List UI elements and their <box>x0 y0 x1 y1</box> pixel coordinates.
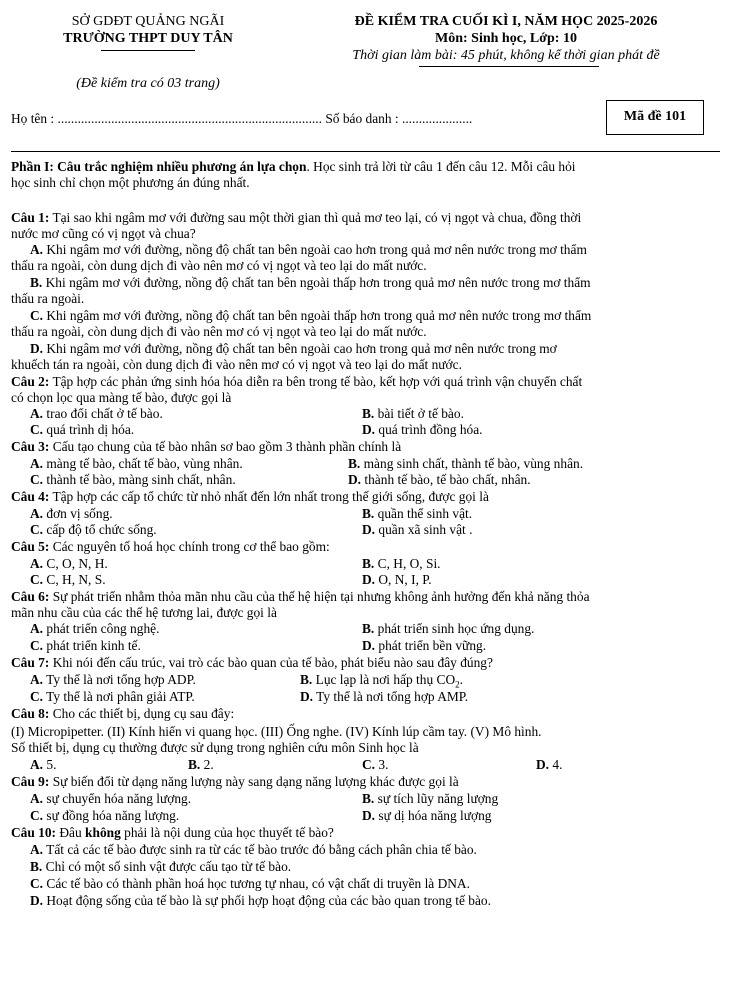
q3-option-b[interactable]: B. màng sinh chất, thành tế bào, vùng nhân. <box>348 456 584 471</box>
q8-stem: Câu 8: Cho các thiết bị, dụng cụ sau đây: <box>11 706 235 721</box>
q7-option-b[interactable]: B. Lục lạp là nơi hấp thụ $CO_2$. <box>300 672 463 690</box>
name-field[interactable]: ............................................................................... <box>57 111 322 126</box>
q5-option-d[interactable]: D. O, N, I, P. <box>362 572 432 587</box>
q9-option-c[interactable]: C. sự đồng hóa năng lượng. <box>30 808 180 823</box>
q5-label: Câu 5: <box>11 539 50 554</box>
q10-option-b[interactable]: B. Chỉ có một số sinh vật được cấu tạo từ tế bào. <box>30 859 292 874</box>
q6-stem-2: mãn nhu cầu của các thế hệ tương lai, được gọi là <box>11 605 277 620</box>
q4-stem: Câu 4: Tập hợp các cấp tổ chức từ nhỏ nhất đến lớn nhất trong thế giới sống, được gọi là <box>11 489 489 504</box>
q3-label: Câu 3: <box>11 439 50 454</box>
q1-stem-2: nước mơ cũng có vị ngọt và chua? <box>11 226 196 241</box>
q2-option-c[interactable]: C. quá trình dị hóa. <box>30 422 135 437</box>
q5-stem: Câu 5: Các nguyên tố hoá học chính trong cơ thể bao gồm: <box>11 539 330 554</box>
q10-option-d[interactable]: D. Hoạt động sống của tế bào là sự phối hợp hoạt động của các bào quan trong tế bào. <box>30 893 491 908</box>
q2-option-d[interactable]: D. quá trình đồng hóa. <box>362 422 483 437</box>
q7-option-c[interactable]: C. Ty thể là nơi phân giải ATP. <box>30 689 195 704</box>
q10-option-a[interactable]: A. Tất cả các tế bào được sinh ra từ các tế bào trước đó bằng cách phân chia tế bào. <box>30 842 477 857</box>
q8-stem-2: Số thiết bị, dụng cụ thường được sử dụng trong nghiên cứu môn Sinh học là <box>11 740 419 755</box>
q8-label: Câu 8: <box>11 706 50 721</box>
q7-option-a[interactable]: A. Ty thể là nơi tổng hợp ADP. <box>30 672 196 687</box>
q2-stem-1: Câu 2: Tập hợp các phản ứng sinh hóa hóa diễn ra bên trong tế bào, kết hợp với quá trình vận chuyển chất <box>11 374 583 389</box>
q1-option-b[interactable]: B. Khi ngâm mơ với đường, nồng độ chất tan bên ngoài thấp hơn trong quả mơ nên nước trong mơ thẩm <box>30 275 591 290</box>
q4-label: Câu 4: <box>11 489 50 504</box>
q1-stem-1: Câu 1: Tại sao khi ngâm mơ với đường sau một thời gian thì quả mơ teo lại, có vị ngọt và chua, đồng thời <box>11 210 582 225</box>
header-divider <box>11 151 720 152</box>
sbd-label: Số báo danh : <box>325 111 399 126</box>
q3-option-d[interactable]: D. thành tế bào, tế bào chất, nhân. <box>348 472 531 487</box>
q2-option-a[interactable]: A. trao đổi chất ở tế bào. <box>30 406 163 421</box>
q1-label: Câu 1: <box>11 210 50 225</box>
q4-option-c[interactable]: C. cấp độ tổ chức sống. <box>30 522 157 537</box>
q6-option-b[interactable]: B. phát triển sinh học ứng dụng. <box>362 621 535 636</box>
q8-option-d[interactable]: D. 4. <box>536 757 563 772</box>
q1-option-d[interactable]: D. Khi ngâm mơ với đường, nồng độ chất tan bên ngoài cao hơn trong quả mơ nên nước trong mơ <box>30 341 557 356</box>
q9-option-a[interactable]: A. sự chuyển hóa năng lượng. <box>30 791 192 806</box>
exam-title: ĐỀ KIỂM TRA CUỐI KÌ I, NĂM HỌC 2025-2026 <box>354 14 658 29</box>
q5-option-b[interactable]: B. C, H, O, Si. <box>362 556 441 571</box>
q4-option-a[interactable]: A. đơn vị sống. <box>30 506 113 521</box>
q1-option-a-cont: thấu ra ngoài, còn dung dịch đi vào nên mơ có vị ngọt và teo lại do mất nước. <box>11 258 427 273</box>
q5-option-c[interactable]: C. C, H, N, S. <box>30 572 106 587</box>
q2-option-b[interactable]: B. bài tiết ở tế bào. <box>362 406 464 421</box>
exam-subject: Môn: Sinh học, Lớp: 10 <box>435 31 577 46</box>
q5-option-a[interactable]: A. C, O, N, H. <box>30 556 108 571</box>
q3-stem: Câu 3: Cấu tạo chung của tế bào nhân sơ bao gồm 3 thành phần chính là <box>11 439 402 454</box>
q9-option-d[interactable]: D. sự dị hóa năng lượng <box>362 808 492 823</box>
school-underline <box>101 50 195 51</box>
q7-label: Câu 7: <box>11 655 50 670</box>
q3-option-c[interactable]: C. thành tế bào, màng sinh chất, nhân. <box>30 472 236 487</box>
exam-code-box <box>606 100 704 135</box>
q1-option-c[interactable]: C. Khi ngâm mơ với đường, nồng độ chất tan bên ngoài thấp hơn trong quả mơ nên nước trong mơ thẩm <box>30 308 592 323</box>
name-label: Họ tên : <box>11 111 55 126</box>
q3-option-a[interactable]: A. màng tế bào, chất tế bào, vùng nhân. <box>30 456 243 471</box>
time-underline <box>419 66 599 67</box>
part1-title: Phần I: Câu trắc nghiệm nhiều phương án lựa chọn <box>11 159 307 174</box>
student-info-line <box>11 111 472 127</box>
school-name: TRƯỜNG THPT DUY TÂN <box>63 31 233 46</box>
q1-option-b-cont: thấu ra ngoài. <box>11 291 85 306</box>
q2-label: Câu 2: <box>11 374 50 389</box>
part1-line1: Phần I: Câu trắc nghiệm nhiều phương án lựa chọn. Học sinh trả lời từ câu 1 đến câu 12. Mỗi câu hỏi <box>11 159 576 174</box>
q1-option-d-cont: khuếch tán ra ngoài, còn dung dịch đi vào nên mơ có vị ngọt và teo lại do mất nước. <box>11 357 462 372</box>
dept-name: SỞ GDĐT QUẢNG NGÃI <box>71 14 225 29</box>
exam-code: Mã đề 101 <box>623 109 687 124</box>
q7-stem: Câu 7: Khi nói đến cấu trúc, vai trò các bào quan của tế bào, phát biểu nào sau đây đúng? <box>11 655 493 670</box>
q6-label: Câu 6: <box>11 589 50 604</box>
q8-option-b[interactable]: B. 2. <box>188 757 214 772</box>
part1-line2: học sinh chỉ chọn một phương án đúng nhất. <box>11 175 250 190</box>
q6-option-d[interactable]: D. phát triển bền vững. <box>362 638 487 653</box>
q6-option-a[interactable]: A. phát triển công nghệ. <box>30 621 160 636</box>
q9-label: Câu 9: <box>11 774 50 789</box>
q2-stem-2: có chọn lọc qua màng tế bào, được gọi là <box>11 390 232 405</box>
q6-stem-1: Câu 6: Sự phát triển nhằm thỏa mãn nhu cầu của thế hệ hiện tại nhưng không ảnh hưởng đến khả năng thỏa <box>11 589 590 604</box>
q7-option-d[interactable]: D. Ty thể là nơi tổng hợp AMP. <box>300 689 469 704</box>
q4-option-b[interactable]: B. quần thể sinh vật. <box>362 506 473 521</box>
q10-option-c[interactable]: C. Các tế bào có thành phần hoá học tương tự nhau, có vật chất di truyền là DNA. <box>30 876 470 891</box>
q10-label: Câu 10: <box>11 825 57 840</box>
q4-option-d[interactable]: D. quần xã sinh vật . <box>362 522 473 537</box>
q1-option-a[interactable]: A. Khi ngâm mơ với đường, nồng độ chất tan bên ngoài cao hơn trong quả mơ nên nước trong mơ thẩm <box>30 242 587 257</box>
pages-note: (Đề kiểm tra có 03 trang) <box>76 76 220 91</box>
q9-option-b[interactable]: B. sự tích lũy năng lượng <box>362 791 499 806</box>
q8-items: (I) Micropipetter. (II) Kính hiển vi quang học. (III) Ống nghe. (IV) Kính lúp cầm tay. (V) Mô hình. <box>11 724 542 739</box>
q8-option-a[interactable]: A. 5. <box>30 757 57 772</box>
sbd-field[interactable]: ..................... <box>401 111 473 126</box>
q8-option-c[interactable]: C. 3. <box>362 757 389 772</box>
exam-time: Thời gian làm bài: 45 phút, không kể thời gian phát đề <box>352 48 660 63</box>
q1-option-c-cont: thấu ra ngoài, còn dung dịch đi vào nên mơ có vị ngọt và teo lại do mất nước. <box>11 324 427 339</box>
q10-stem: Câu 10: Đâu không phải là nội dung của học thuyết tế bào? <box>11 825 334 840</box>
q6-option-c[interactable]: C. phát triển kinh tế. <box>30 638 141 653</box>
q9-stem: Câu 9: Sự biến đổi từ dạng năng lượng này sang dạng năng lượng khác được gọi là <box>11 774 459 789</box>
